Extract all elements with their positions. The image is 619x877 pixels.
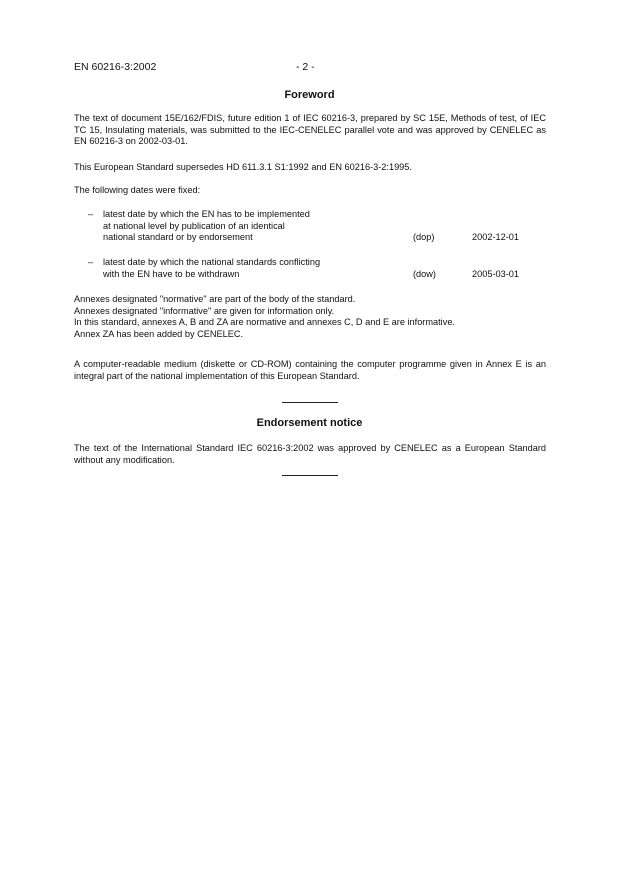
date-item-line: national standard or by endorsement bbox=[103, 232, 253, 242]
date-item-bullet: – bbox=[88, 257, 94, 267]
date-item-dop-description bbox=[103, 209, 343, 244]
annex-note-line: In this standard, annexes A, B and ZA are normative and annexes C, D and E are informative. bbox=[74, 317, 455, 327]
endorsement-paragraph: The text of the International Standard IEC 60216-3:2002 was approved by CENELEC as a European Standard without any modification. bbox=[74, 443, 546, 465]
page-number: - 2 - bbox=[296, 61, 315, 73]
annex-note-line: Annex ZA has been added by CENELEC. bbox=[74, 328, 244, 339]
annex-note-line: Annexes designated "informative" are given for information only. bbox=[74, 305, 335, 316]
document-id: EN 60216-3:2002 bbox=[74, 61, 157, 73]
date-value-dow: 2005-03-01 bbox=[472, 269, 519, 279]
supersedes-paragraph: This European Standard supersedes HD 611.3.1 S1:1992 and EN 60216-3-2:1995. bbox=[74, 162, 412, 172]
date-code-dop: (dop) bbox=[413, 232, 435, 242]
date-item-line: latest date by which the national standards conflicting bbox=[103, 257, 321, 267]
annex-notes bbox=[74, 294, 546, 340]
dates-intro: The following dates were fixed: bbox=[74, 185, 201, 195]
date-value-dop: 2002-12-01 bbox=[472, 232, 519, 242]
foreword-paragraph-1: The text of document 15E/162/FDIS, future edition 1 of IEC 60216-3, prepared by SC 15E, Methods of test, of IEC TC 15, Insulating materials, was submitted to the IEC-CENELEC parallel vote and was approved by CENELEC as EN 60216-3 on 2002-03-01. bbox=[74, 113, 546, 146]
section-divider bbox=[282, 402, 338, 403]
foreword-title: Foreword bbox=[284, 89, 335, 101]
computer-medium-paragraph: A computer-readable medium (diskette or CD-ROM) containing the computer programme given in Annex E is an integral part of the national implementation of this European Standard. bbox=[74, 359, 546, 381]
end-divider bbox=[282, 475, 338, 476]
date-item-dow-description bbox=[103, 257, 343, 280]
date-item-bullet: – bbox=[88, 209, 94, 219]
date-item-line: at national level by publication of an identical bbox=[103, 220, 285, 231]
annex-note-line: Annexes designated "normative" are part of the body of the standard. bbox=[74, 294, 356, 304]
date-item-line: with the EN have to be withdrawn bbox=[103, 268, 240, 279]
endorsement-title: Endorsement notice bbox=[256, 417, 363, 429]
date-item-line: latest date by which the EN has to be implemented bbox=[103, 209, 310, 219]
date-code-dow: (dow) bbox=[413, 269, 436, 279]
